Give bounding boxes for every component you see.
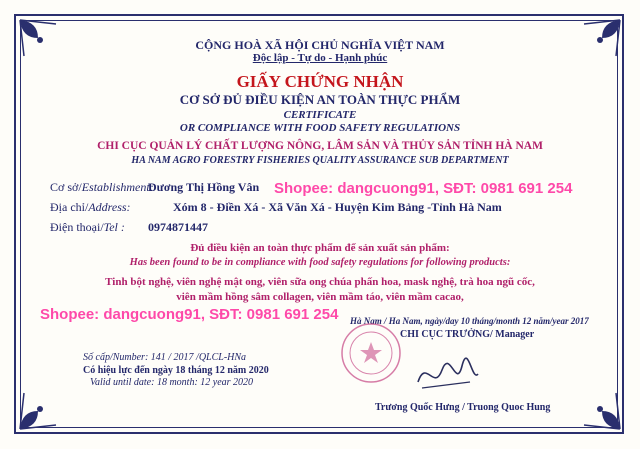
issuer-name-en: HA NAM AGRO FORESTRY FISHERIES QUALITY ASSURANCE SUB DEPARTMENT (131, 155, 509, 166)
official-stamp-icon (340, 322, 402, 384)
compliance-statement-en: Has been found to be in compliance with food safety regulations for following products: (129, 257, 511, 268)
phone-value: 0974871447 (148, 220, 208, 234)
establishment-value: Dương Thị Hồng Vân (148, 180, 260, 194)
watermark-text: Shopee: dangcuong91, SĐT: 0981 691 254 (40, 306, 339, 323)
motto: Độc lập - Tự do - Hạnh phúc (252, 52, 388, 64)
signer-name: Trương Quốc Hưng / Truong Quoc Hung (375, 402, 551, 413)
valid-until-en: Valid until date: 18 month: 12 year 2020 (90, 377, 254, 388)
address-label: Địa chỉ/Address: (50, 200, 131, 214)
certificate-subtitle: CƠ SỞ ĐỦ ĐIỀU KIỆN AN TOÀN THỰC PHẨM (179, 92, 461, 107)
certificate-title: GIẤY CHỨNG NHẬN (236, 72, 404, 91)
product-list-line-2: viên mầm hồng sâm collagen, viên mầm táo, viên mầm cacao, (176, 291, 464, 303)
issue-place-date: Hà Nam / Ha Nam, ngày/day 10 tháng/month 12 năm/year 2017 (350, 316, 589, 326)
certificate-title-en: CERTIFICATE (283, 109, 357, 121)
country-name: CỘNG HOÀ XÃ HỘI CHỦ NGHĨA VIỆT NAM (195, 38, 445, 52)
compliance-statement: Đủ điều kiện an toàn thực phẩm để sản xuất sản phẩm: (190, 242, 450, 254)
certificate-subtitle-en: OR COMPLIANCE WITH FOOD SAFETY REGULATIONS (179, 122, 461, 134)
corner-ornament-icon (580, 389, 624, 433)
issuer-name: CHI CỤC QUẢN LÝ CHẤT LƯỢNG NÔNG, LÂM SẢN VÀ THỦY SẢN TỈNH HÀ NAM (97, 140, 543, 152)
address-value: Xóm 8 - Điền Xá - Xã Văn Xá - Huyện Kim Bảng -Tỉnh Hà Nam (173, 200, 502, 214)
valid-until-vn: Có hiệu lực đến ngày 18 tháng 12 năm 2020 (83, 365, 269, 376)
signature-icon (412, 352, 482, 396)
certificate-number: Số cấp/Number: 141 / 2017 /QLCL-HNa (83, 352, 247, 363)
product-list-line-1: Tinh bột nghệ, viên nghệ mật ong, viên sữa ong chúa phấn hoa, mask nghệ, trà hoa ngũ cốc, (105, 276, 535, 288)
establishment-label: Cơ sở/Establishment: (50, 180, 154, 194)
phone-label: Điện thoại/Tel : (50, 220, 125, 234)
watermark-text: Shopee: dangcuong91, SĐT: 0981 691 254 (274, 180, 573, 197)
manager-title: CHI CỤC TRƯỞNG/ Manager (400, 329, 535, 340)
corner-ornament-icon (16, 389, 60, 433)
